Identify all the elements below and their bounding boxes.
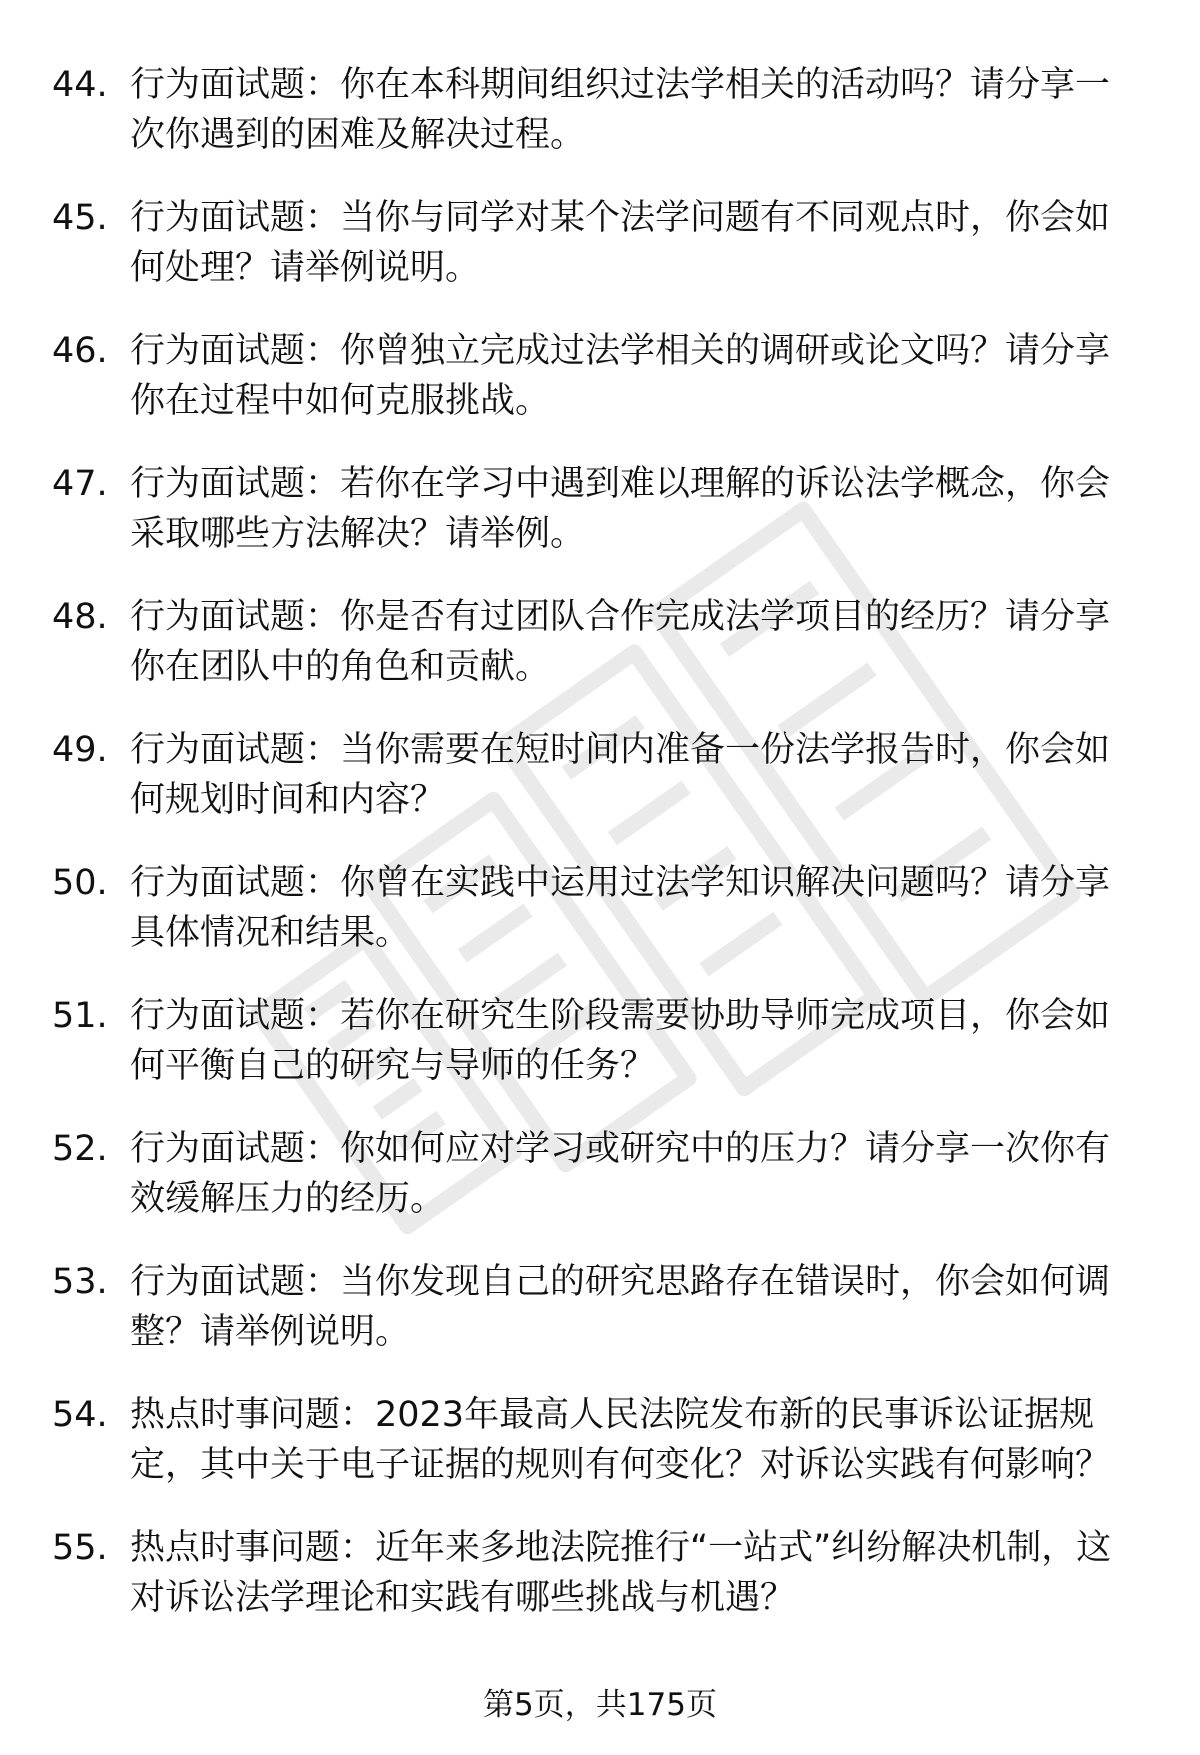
question-item bbox=[52, 1257, 1152, 1390]
question-item bbox=[52, 991, 1152, 1124]
question-number: 49. bbox=[52, 730, 108, 770]
question-number: 52. bbox=[52, 1129, 108, 1169]
question-item bbox=[52, 592, 1152, 725]
question-text: 行为面试题：当你需要在短时间内准备一份法学报告时，你会如何规划时间和内容？ bbox=[130, 730, 1111, 820]
question-item bbox=[52, 1523, 1152, 1656]
question-text: 行为面试题：你曾独立完成过法学相关的调研或论文吗？请分享你在过程中如何克服挑战。 bbox=[130, 331, 1111, 421]
page-footer bbox=[0, 1685, 1200, 1725]
question-item bbox=[52, 193, 1152, 326]
question-item bbox=[52, 725, 1152, 858]
question-item bbox=[52, 1390, 1152, 1523]
question-number: 54. bbox=[52, 1395, 108, 1435]
question-text: 行为面试题：当你与同学对某个法学问题有不同观点时，你会如何处理？请举例说明。 bbox=[130, 198, 1111, 288]
question-text: 行为面试题：若你在学习中遇到难以理解的诉讼法学概念，你会采取哪些方法解决？请举例。 bbox=[130, 464, 1111, 554]
page-number-label: 第5页，共175页 bbox=[483, 1687, 717, 1723]
question-text: 行为面试题：你在本科期间组织过法学相关的活动吗？请分享一次你遇到的困难及解决过程。 bbox=[130, 65, 1111, 155]
question-text: 行为面试题：你曾在实践中运用过法学知识解决问题吗？请分享具体情况和结果。 bbox=[130, 863, 1111, 953]
question-number: 44. bbox=[52, 65, 108, 105]
question-item bbox=[52, 858, 1152, 991]
question-item bbox=[52, 1124, 1152, 1257]
question-number: 55. bbox=[52, 1528, 108, 1568]
question-text: 热点时事问题：近年来多地法院推行“一站式”纠纷解决机制，这对诉讼法学理论和实践有哪些挑战与机遇？ bbox=[130, 1528, 1112, 1618]
question-text: 热点时事问题：2023年最高人民法院发布新的民事诉讼证据规定，其中关于电子证据的规则有何变化？对诉讼实践有何影响？ bbox=[130, 1395, 1111, 1485]
question-item bbox=[52, 459, 1152, 592]
question-number: 50. bbox=[52, 863, 108, 903]
question-number: 53. bbox=[52, 1262, 108, 1302]
question-number: 51. bbox=[52, 996, 108, 1036]
question-number: 45. bbox=[52, 198, 108, 238]
question-text: 行为面试题：你是否有过团队合作完成法学项目的经历？请分享你在团队中的角色和贡献。 bbox=[130, 597, 1111, 687]
question-text: 行为面试题：你如何应对学习或研究中的压力？请分享一次你有效缓解压力的经历。 bbox=[130, 1129, 1111, 1219]
question-text: 行为面试题：若你在研究生阶段需要协助导师完成项目，你会如何平衡自己的研究与导师的任务？ bbox=[130, 996, 1111, 1086]
question-list bbox=[52, 60, 1152, 1656]
question-number: 48. bbox=[52, 597, 108, 637]
question-number: 47. bbox=[52, 464, 108, 504]
question-item bbox=[52, 326, 1152, 459]
question-item bbox=[52, 60, 1152, 193]
question-text: 行为面试题：当你发现自己的研究思路存在错误时，你会如何调整？请举例说明。 bbox=[130, 1262, 1111, 1352]
question-number: 46. bbox=[52, 331, 108, 371]
